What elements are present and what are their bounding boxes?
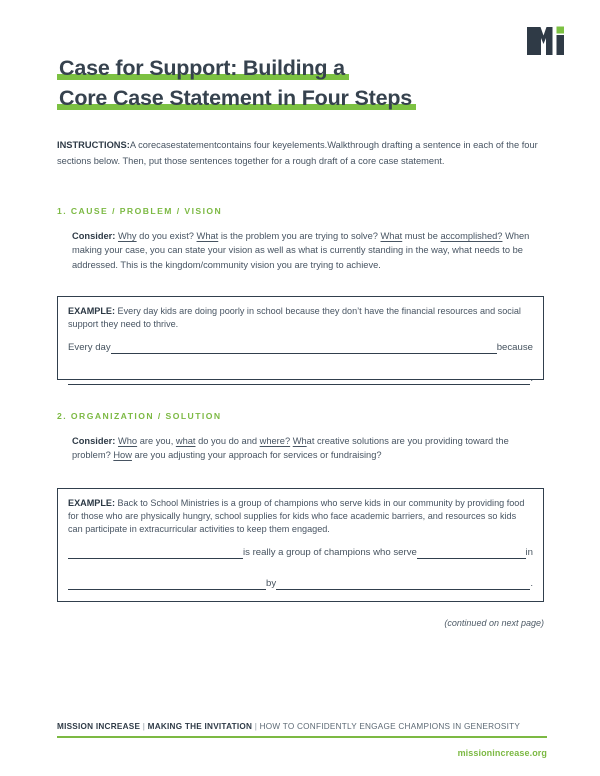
fill-in-blank[interactable] bbox=[111, 340, 497, 354]
footer-separator-1: | bbox=[142, 722, 146, 731]
emphasized-word: What bbox=[196, 231, 219, 241]
example-body-2: Back to School Ministries is a group of champions who serve kids in our community by providing food for those who are physically hungry, school supplies for kids who face academic barriers, and resources so kids can participate in extracurricular activities to keep them engaged. bbox=[68, 498, 525, 534]
emphasized-word: What bbox=[380, 231, 403, 241]
footer-brand: MISSION INCREASE bbox=[57, 722, 141, 731]
footer-rule bbox=[57, 736, 547, 738]
example-box-1 bbox=[57, 296, 544, 384]
page-footer bbox=[57, 722, 547, 758]
fill-in-label: Every day bbox=[68, 342, 111, 353]
example-box-2 bbox=[57, 488, 544, 602]
fill-in-row bbox=[58, 576, 543, 590]
fill-in-blank[interactable] bbox=[417, 545, 526, 559]
consider-label-1: Consider: bbox=[72, 231, 116, 241]
fill-in-label: by bbox=[266, 578, 277, 589]
footer-text-line bbox=[57, 722, 547, 731]
fill-in-row bbox=[58, 371, 543, 385]
example-label-1: EXAMPLE: bbox=[68, 306, 115, 316]
mission-increase-logo bbox=[527, 26, 565, 56]
example-text-1 bbox=[58, 297, 543, 331]
section-heading-2: 2. ORGANIZATION / SOLUTION bbox=[57, 411, 222, 421]
consider-text-run: do you do and bbox=[195, 436, 260, 446]
emphasized-word: what bbox=[175, 436, 196, 446]
fill-in-blank[interactable] bbox=[68, 545, 243, 559]
emphasized-word: Wh bbox=[292, 436, 307, 446]
consider-text-run: do you exist? bbox=[136, 231, 197, 241]
fill-in-blank[interactable] bbox=[68, 371, 530, 385]
page-title-line-1-text: Case for Support: Building a bbox=[59, 56, 345, 80]
section-1-consider bbox=[72, 229, 532, 272]
instructions-label: INSTRUCTIONS: bbox=[57, 140, 130, 150]
example-body-1: Every day kids are doing poorly in school because they don’t have the financial resources and social support they need to thrive. bbox=[68, 306, 521, 329]
fill-rows-2 bbox=[58, 545, 543, 590]
fill-in-label: because bbox=[496, 342, 533, 353]
page-title-line-2-text: Core Case Statement in Four Steps bbox=[59, 86, 413, 110]
consider-body-1 bbox=[72, 231, 529, 270]
footer-series: MAKING THE INVITATION bbox=[147, 722, 253, 731]
fill-in-blank[interactable] bbox=[276, 576, 530, 590]
footer-subtitle: HOW TO CONFIDENTLY ENGAGE CHAMPIONS IN GENEROSITY bbox=[259, 722, 521, 731]
fill-in-row bbox=[58, 545, 543, 559]
consider-label-2: Consider: bbox=[72, 436, 116, 446]
example-text-2 bbox=[58, 489, 543, 536]
consider-text-run: at creative solutions are you providing toward the problem? bbox=[72, 436, 509, 461]
consider-text-run: is the problem you are trying to solve? bbox=[218, 231, 381, 241]
example-label-2: EXAMPLE: bbox=[68, 498, 115, 508]
section-heading-1: 1. CAUSE / PROBLEM / VISION bbox=[57, 206, 223, 216]
fill-rows-1 bbox=[58, 340, 543, 385]
fill-in-row bbox=[58, 340, 543, 354]
fill-in-label: in bbox=[525, 547, 533, 558]
consider-text-run: When making your case, you can state your vision as well as what is currently standing in the way, what needs to be addressed. This is the kingdom/community vision you are trying to achieve. bbox=[72, 231, 530, 270]
fill-in-label: is really a group of champions who serve bbox=[243, 547, 417, 558]
page-title-line-1 bbox=[57, 54, 349, 82]
emphasized-word: How bbox=[113, 450, 132, 461]
footer-separator-2: | bbox=[254, 722, 258, 731]
fill-in-blank[interactable] bbox=[68, 576, 266, 590]
consider-text-run: must be bbox=[402, 231, 441, 241]
emphasized-word: Why bbox=[117, 231, 137, 241]
emphasized-word: where? bbox=[259, 436, 291, 446]
emphasized-word: Who bbox=[117, 436, 138, 446]
consider-text-run: are you, bbox=[137, 436, 176, 446]
consider-body-2 bbox=[72, 436, 509, 460]
page-title-line-2 bbox=[57, 84, 416, 112]
fill-in-label: . bbox=[530, 578, 533, 589]
instructions-body: A corecasestatementcontains four keyelements.Walkthrough drafting a sentence in each of the four sections below. Then, put those sentences together for a rough draft of a core case statement. bbox=[57, 140, 538, 166]
consider-text-run: are you adjusting your approach for services or fundraising? bbox=[131, 450, 382, 461]
instructions-paragraph bbox=[57, 138, 547, 169]
footer-url[interactable]: missionincrease.org bbox=[457, 748, 547, 759]
section-2-consider bbox=[72, 434, 532, 463]
page-title bbox=[57, 54, 537, 112]
fill-in-label: . bbox=[530, 373, 533, 384]
emphasized-word: accomplished? bbox=[440, 231, 503, 241]
continued-note: (continued on next page) bbox=[444, 618, 544, 628]
